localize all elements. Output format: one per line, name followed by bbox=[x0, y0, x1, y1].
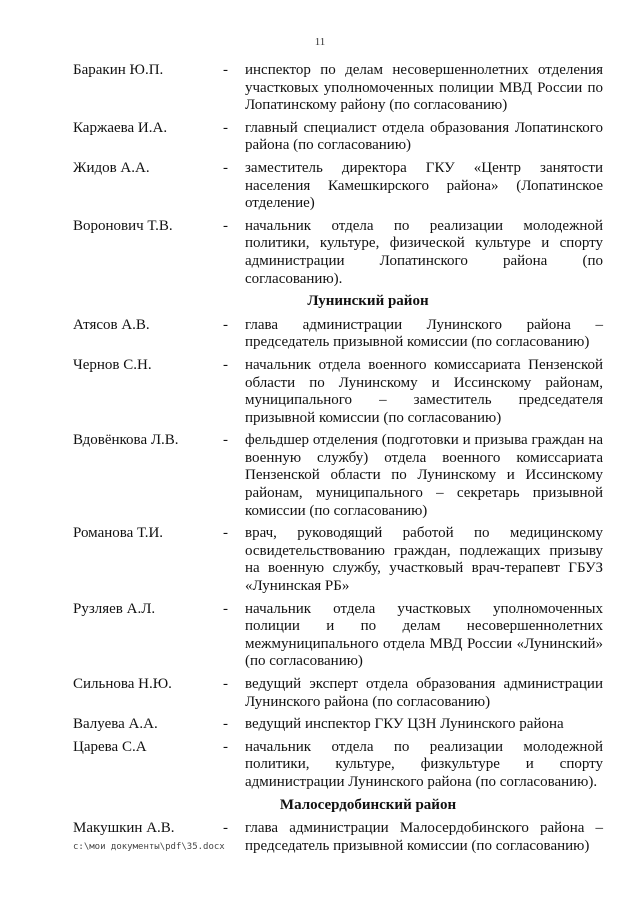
member-role: начальник отдела по реализации молодежной политики, культуре, физической культуре и спорту администрации Лопатинского района (по согласованию). bbox=[245, 217, 603, 287]
member-entry bbox=[73, 525, 603, 595]
section-heading: Малосердобинский район bbox=[279, 796, 457, 813]
dash-separator: - bbox=[223, 820, 228, 837]
member-role: главный специалист отдела образования Лопатинского района (по согласованию) bbox=[245, 119, 603, 154]
member-name: Рузляев А.Л. bbox=[73, 600, 156, 617]
dash-separator: - bbox=[223, 676, 228, 692]
member-role: врач, руководящий работой по медицинскому освидетельствованию граждан, подлежащих призыву на военную службу, участковый врач-терапевт ГБУЗ «Лунинская РБ» bbox=[245, 525, 603, 595]
file-path-footer: c:\мои документы\pdf\35.docx bbox=[73, 842, 225, 852]
dash-separator: - bbox=[223, 159, 228, 176]
member-name: Валуева А.А. bbox=[73, 716, 158, 733]
dash-separator: - bbox=[223, 356, 228, 373]
member-role: начальник отдела участковых уполномоченных полиции и по делам несовершеннолетних межмуниципального отдела МВД России «Лунинский» (по согласованию) bbox=[245, 600, 603, 670]
member-name: Царева С.А bbox=[73, 738, 147, 755]
dash-separator: - bbox=[223, 217, 228, 234]
dash-separator: - bbox=[223, 432, 228, 449]
member-name: Вдовёнкова Л.В. bbox=[73, 432, 179, 449]
member-name: Воронович Т.В. bbox=[73, 217, 173, 234]
member-name: Каржаева И.А. bbox=[73, 119, 168, 136]
member-entry bbox=[73, 160, 603, 213]
member-name: Жидов А.А. bbox=[73, 159, 150, 176]
member-role: ведущий инспектор ГКУ ЦЗН Лунинского района bbox=[245, 716, 564, 733]
member-role: фельдшер отделения (подготовки и призыва граждан на военную службу) отдела военного комиссариата Пензенской области по Лунинскому и Иссинскому районам, муниципального – секретарь призывной комиссии (по согласованию) bbox=[245, 432, 603, 519]
member-role: инспектор по делам несовершеннолетних отделения участковых уполномоченных полиции МВД России по Лопатинскому району (по согласованию) bbox=[245, 62, 603, 114]
member-role: начальник отдела военного комиссариата Пензенской области по Лунинскому и Иссинскому районам, муниципального – заместитель председателя призывной комиссии (по согласованию) bbox=[245, 356, 603, 426]
member-entry bbox=[73, 120, 603, 155]
member-name: Сильнова Н.Ю. bbox=[73, 676, 172, 692]
member-name: Макушкин А.В. bbox=[73, 820, 175, 837]
member-role: ведущий эксперт отдела образования администрации Лунинского района (по согласованию) bbox=[245, 676, 603, 710]
member-entry bbox=[73, 62, 603, 115]
member-name: Баракин Ю.П. bbox=[73, 62, 164, 78]
member-name: Атясов А.В. bbox=[73, 316, 150, 333]
member-entry bbox=[73, 601, 603, 671]
member-role: заместитель директора ГКУ «Центр занятости населения Камешкирского района» (Лопатинское отделение) bbox=[245, 159, 603, 212]
member-entry bbox=[73, 716, 603, 734]
dash-separator: - bbox=[223, 525, 228, 542]
dash-separator: - bbox=[223, 62, 228, 78]
member-role: глава администрации Лунинского района – председатель призывной комиссии (по согласованию) bbox=[245, 316, 603, 351]
member-list bbox=[73, 62, 603, 860]
member-entry bbox=[73, 676, 603, 711]
dash-separator: - bbox=[223, 716, 228, 733]
dash-separator: - bbox=[223, 600, 228, 617]
page-number: 11 bbox=[314, 36, 326, 48]
dash-separator: - bbox=[223, 119, 228, 136]
dash-separator: - bbox=[223, 316, 228, 333]
member-name: Чернов С.Н. bbox=[73, 356, 152, 373]
dash-separator: - bbox=[223, 738, 228, 755]
member-role: начальник отдела по реализации молодежной политики, культуре, физкультуре и спорту администрации Лунинского района (по согласованию). bbox=[245, 738, 603, 790]
member-name: Романова Т.И. bbox=[73, 525, 164, 542]
member-entry bbox=[73, 432, 603, 520]
member-entry bbox=[73, 739, 603, 792]
member-entry bbox=[73, 218, 603, 288]
member-role: глава администрации Малосердобинского района – председатель призывной комиссии (по согласованию) bbox=[245, 820, 603, 854]
member-entry bbox=[73, 317, 603, 352]
section-heading: Лунинский район bbox=[307, 293, 429, 310]
member-entry bbox=[73, 357, 603, 427]
